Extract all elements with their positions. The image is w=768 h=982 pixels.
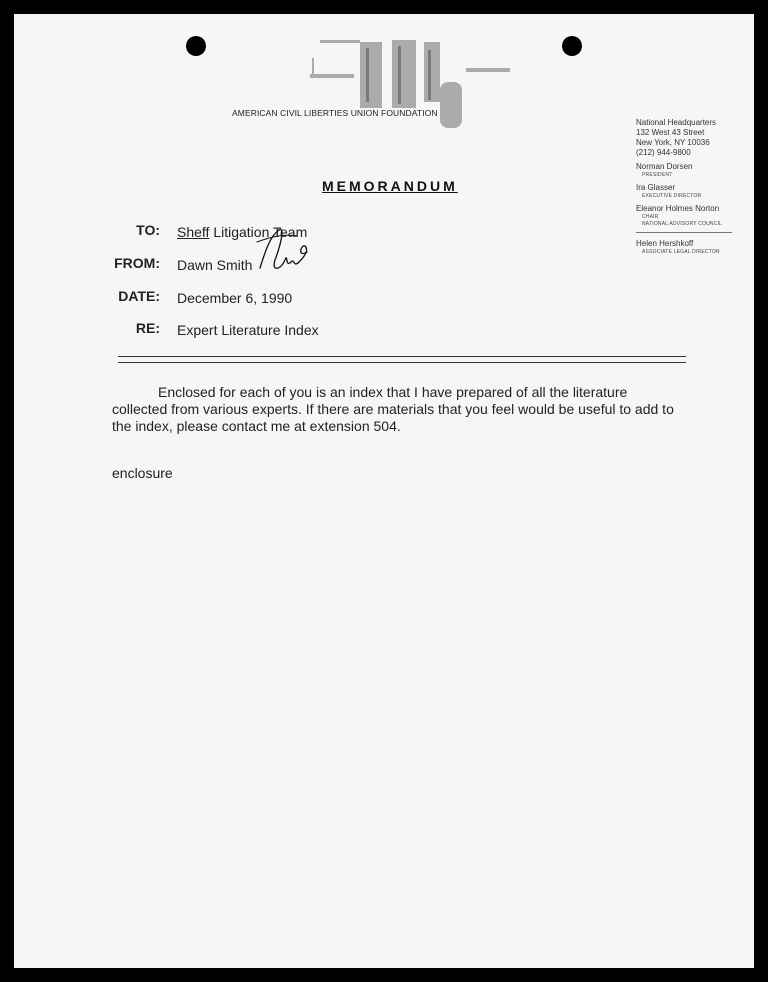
from-value: Dawn Smith (177, 257, 253, 273)
enclosure-note: enclosure (112, 465, 173, 481)
officer-title: NATIONAL ADVISORY COUNCIL (642, 221, 723, 227)
to-label: TO: (136, 222, 160, 238)
punch-hole-right (562, 36, 582, 56)
date-label: DATE: (118, 288, 160, 304)
hq-line: (212) 944-9800 (636, 148, 691, 157)
officer-title: ASSOCIATE LEGAL DIRECTOR (642, 249, 720, 255)
hq-line: National Headquarters (636, 118, 717, 127)
officer-title: EXECUTIVE DIRECTOR (642, 193, 702, 199)
hq-line: 132 West 43 Street (636, 128, 705, 137)
header-rule-bottom (118, 362, 686, 363)
officer-name: Ira Glasser (636, 183, 676, 192)
officer-name: Helen Hershkoff (636, 239, 694, 248)
body-paragraph: Enclosed for each of you is an index that I have prepared of all the literature collected from various experts. If there are materials that you feel would be useful to add to the index, please contact me at extension 504. (112, 384, 674, 434)
from-label: FROM: (114, 255, 160, 271)
to-rest: Litigation Team (209, 224, 308, 240)
handwritten-initials-signature (255, 222, 315, 282)
organization-name: AMERICAN CIVIL LIBERTIES UNION FOUNDATION (232, 108, 438, 118)
header-rule-top (118, 356, 686, 357)
aclu-logo (300, 38, 520, 138)
date-value: December 6, 1990 (177, 290, 293, 306)
punch-hole-left (186, 36, 206, 56)
officer-title: PRESIDENT (642, 172, 673, 178)
hq-line: New York, NY 10036 (636, 138, 710, 147)
re-value: Expert Literature Index (177, 322, 319, 338)
to-underlined: Sheff (177, 224, 210, 240)
letterhead-address-block (636, 118, 732, 256)
re-label: RE: (135, 320, 160, 336)
officer-title: CHAIR (642, 214, 659, 220)
officer-name: Eleanor Holmes Norton (636, 204, 720, 213)
memo-body (112, 384, 682, 435)
memo-title: MEMORANDUM (322, 178, 458, 194)
officer-name: Norman Dorsen (636, 162, 693, 171)
divider (636, 232, 732, 233)
